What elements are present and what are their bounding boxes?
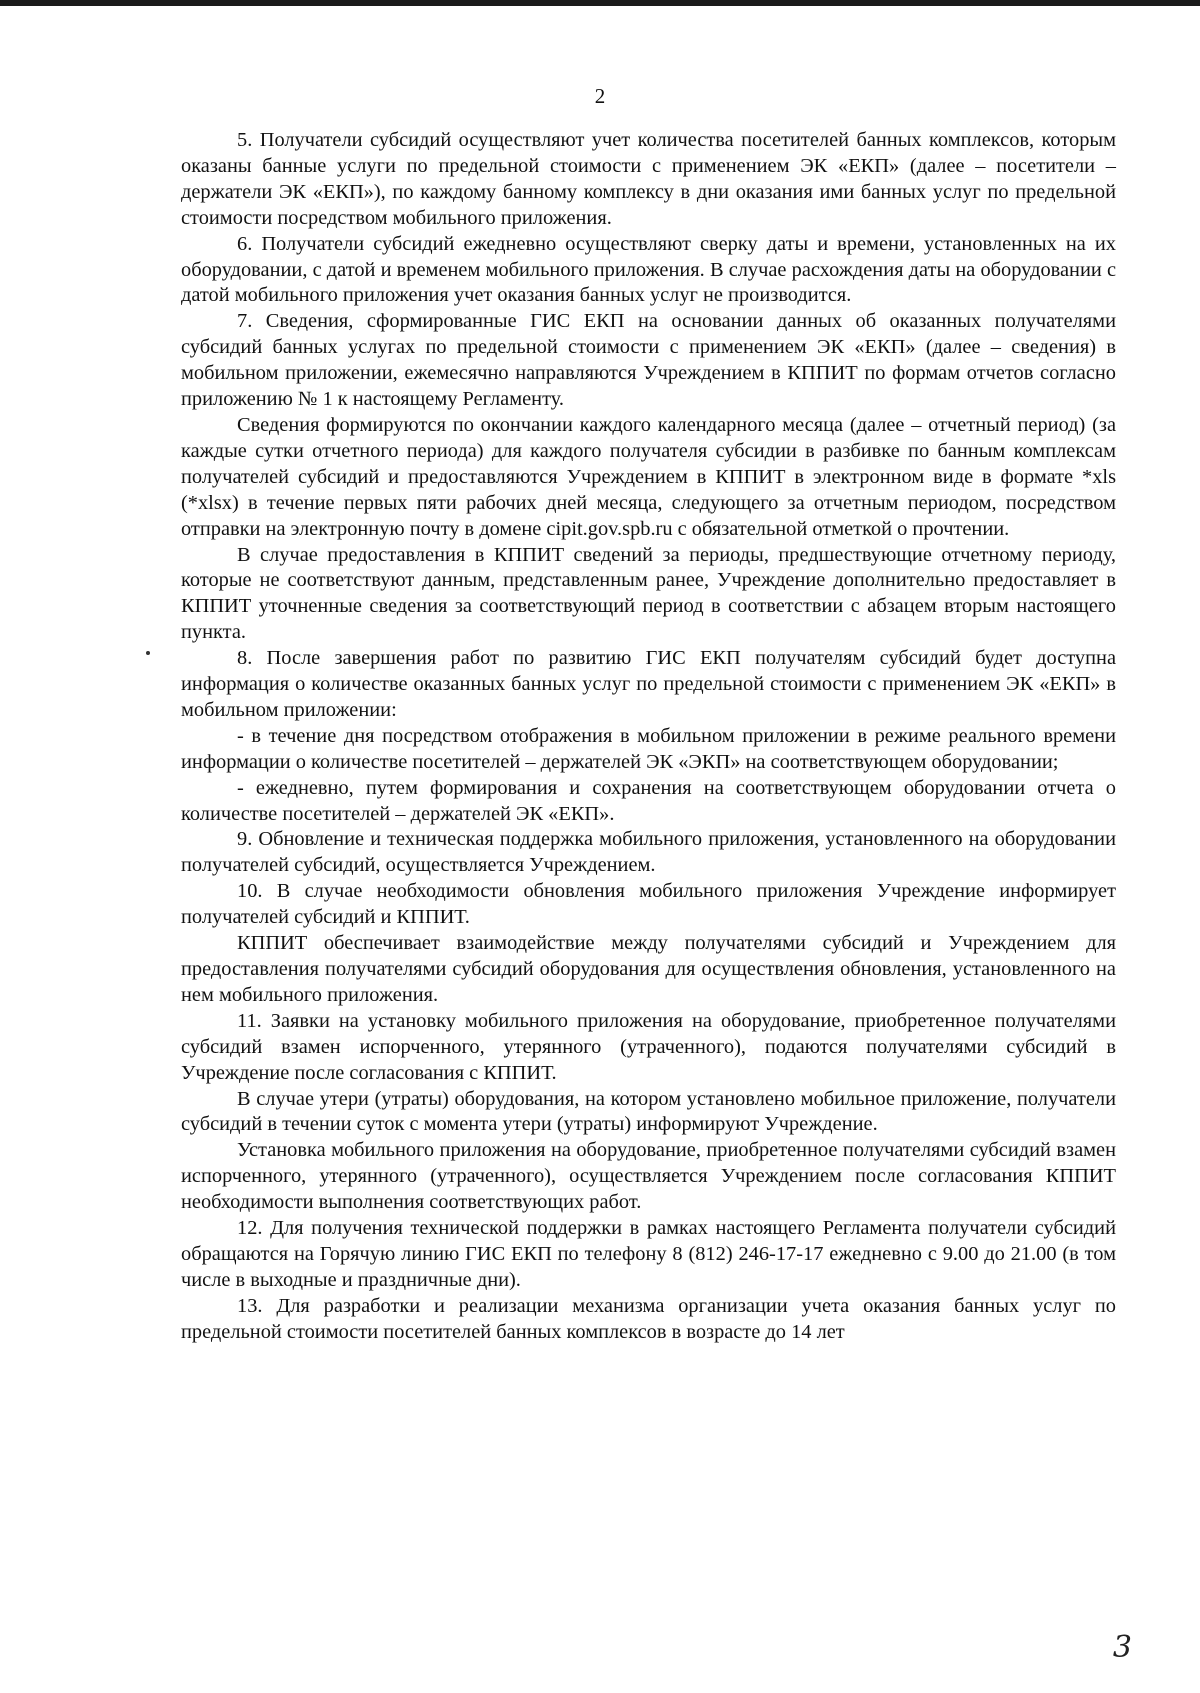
document-body xyxy=(181,128,1116,1346)
paragraph-11-loss: В случае утери (утраты) оборудования, на котором установлено мобильное приложение, получатели субсидий в течении суток с момента утери (утраты) информируют Учреждение. xyxy=(181,1087,1116,1136)
paragraph-11-installation: Установка мобильного приложения на оборудование, приобретенное получателями субсидий взамен испорченного, утерянного (утраченного), осуществляется Учреждением после согласования КППИТ необходимости выполнения соответствующих работ. xyxy=(181,1139,1116,1214)
paragraph-8: 8. После завершения работ по развитию ГИС ЕКП получателям субсидий будет доступна информация о количестве оказанных банных услуг по предельной стоимости с применением ЭК «ЕКП» в мобильном приложении: xyxy=(181,647,1116,721)
paragraph-7-reporting: Сведения формируются по окончании каждого календарного месяца (далее – отчетный период) (за каждые сутки отчетного периода) для каждого получателя субсидии в разбивке по банным комплексам получателей субсидий и предоставляются Учреждением в КППИТ в электронном виде в формате *xls (*xlsx) в течение первых пяти рабочих дней месяца, следующего за отчетным периодом, посредством отправки на электронную почту в домене cipit.gov.spb.ru с обязательной отметкой о прочтении. xyxy=(181,413,1116,540)
scan-speck xyxy=(146,651,150,655)
paragraph-10-kppit: КППИТ обеспечивает взаимодействие между получателями субсидий и Учреждением для предоставления получателями субсидий оборудования для осуществления обновления, установленного на нем мобильного приложения. xyxy=(181,932,1116,1006)
paragraph-8-item-daily: - ежедневно, путем формирования и сохранения на соответствующем оборудовании отчета о количестве посетителей – держателей ЭК «ЕКП». xyxy=(181,776,1116,825)
scan-top-edge xyxy=(0,0,1200,6)
paragraph-7-corrections: В случае предоставления в КППИТ сведений за периоды, предшествующие отчетному периоду, которые не соответствуют данным, представленным ранее, Учреждение дополнительно предоставляет в КППИТ уточненные сведения за соответствующий период в соответствии с абзацем вторым настоящего пункта. xyxy=(181,543,1116,644)
paragraph-11: 11. Заявки на установку мобильного приложения на оборудование, приобретенное получателями субсидий взамен испорченного, утерянного (утраченного), подаются получателями субсидий в Учреждение после согласования с КППИТ. xyxy=(181,1009,1116,1084)
paragraph-12: 12. Для получения технической поддержки в рамках настоящего Регламента получатели субсидий обращаются на Горячую линию ГИС ЕКП по телефону 8 (812) 246-17-17 ежедневно с 9.00 до 21.00 (в том числе в выходные и праздничные дни). xyxy=(181,1217,1116,1291)
paragraph-9: 9. Обновление и техническая поддержка мобильного приложения, установленного на оборудовании получателей субсидий, осуществляется Учреждением. xyxy=(181,828,1116,877)
paragraph-8-item-realtime: - в течение дня посредством отображения в мобильном приложении в режиме реального времени информации о количестве посетителей – держателей ЭК «ЭКП» на соответствующем оборудовании; xyxy=(181,724,1116,773)
paragraph-7: 7. Сведения, сформированные ГИС ЕКП на основании данных об оказанных получателями субсидий банных услугах по предельной стоимости с применением ЭК «ЕКП» (далее – сведения) в мобильном приложении, ежемесячно направляются Учреждением в КППИТ по формам отчетов согласно приложению № 1 к настоящему Регламенту. xyxy=(181,310,1116,411)
paragraph-6: 6. Получатели субсидий ежедневно осуществляют сверку даты и времени, установленных на их оборудовании, с датой и временем мобильного приложения. В случае расхождения даты на оборудовании с датой мобильного приложения учет оказания банных услуг не производится. xyxy=(181,232,1116,307)
paragraph-10: 10. В случае необходимости обновления мобильного приложения Учреждение информирует получателей субсидий и КППИТ. xyxy=(181,880,1116,929)
handwritten-page-number: 3 xyxy=(1112,1630,1132,1665)
paragraph-13: 13. Для разработки и реализации механизма организации учета оказания банных услуг по предельной стоимости посетителей банных комплексов в возрасте до 14 лет xyxy=(181,1294,1116,1343)
paragraph-5: 5. Получатели субсидий осуществляют учет количества посетителей банных комплексов, которым оказаны банные услуги по предельной стоимости с применением ЭК «ЕКП» (далее – посетители – держатели ЭК «ЕКП»), по каждому банному комплексу в дни оказания ими банных услуг по предельной стоимости посредством мобильного приложения. xyxy=(181,129,1116,229)
page-number: 2 xyxy=(594,84,606,108)
